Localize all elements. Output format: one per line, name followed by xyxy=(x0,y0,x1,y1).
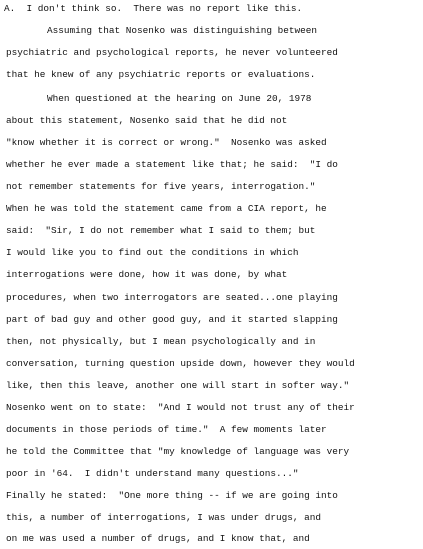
text-line: Assuming that Nosenko was distinguishing between xyxy=(47,25,318,36)
text-line: whether he ever made a statement like that; he said: "I do xyxy=(6,159,338,170)
text-line: Nosenko went on to state: "And I would not trust any of their xyxy=(6,402,355,413)
text-line: When questioned at the hearing on June 20, 1978 xyxy=(47,93,312,104)
text-line: procedures, when two interrogators are seated...one playing xyxy=(6,292,338,303)
text-line: documents in those periods of time." A few moments later xyxy=(6,424,327,435)
text-line: like, then this leave, another one will start in softer way." xyxy=(6,380,350,391)
text-line: I would like you to find out the conditions in which xyxy=(6,247,299,258)
text-line: When he was told the statement came from a CIA report, he xyxy=(6,203,327,214)
text-line: not remember statements for five years, interrogation." xyxy=(6,181,316,192)
text-line: about this statement, Nosenko said that he did not xyxy=(6,115,288,126)
text-line: on me was used a number of drugs, and I know that, and xyxy=(6,533,310,544)
text-line: he told the Committee that "my knowledge of language was very xyxy=(6,446,350,457)
text-line: Finally he stated: "One more thing -- if we are going into xyxy=(6,490,338,501)
text-line: psychiatric and psychological reports, he never volunteered xyxy=(6,47,338,58)
text-line: A. I don't think so. There was no report like this. xyxy=(4,3,303,14)
text-line: this, a number of interrogations, I was under drugs, and xyxy=(6,512,322,523)
text-line: then, not physically, but I mean psychologically and in xyxy=(6,336,316,347)
text-line: "know whether it is correct or wrong." Nosenko was asked xyxy=(6,137,327,148)
text-line: part of bad guy and other good guy, and it started slapping xyxy=(6,314,338,325)
text-line: that he knew of any psychiatric reports or evaluations. xyxy=(6,69,316,80)
text-line: poor in '64. I didn't understand many questions..." xyxy=(6,468,299,479)
text-line: said: "Sir, I do not remember what I said to them; but xyxy=(6,225,316,236)
text-line: conversation, turning question upside down, however they would xyxy=(6,358,355,369)
text-line: interrogations were done, how it was done, by what xyxy=(6,269,288,280)
